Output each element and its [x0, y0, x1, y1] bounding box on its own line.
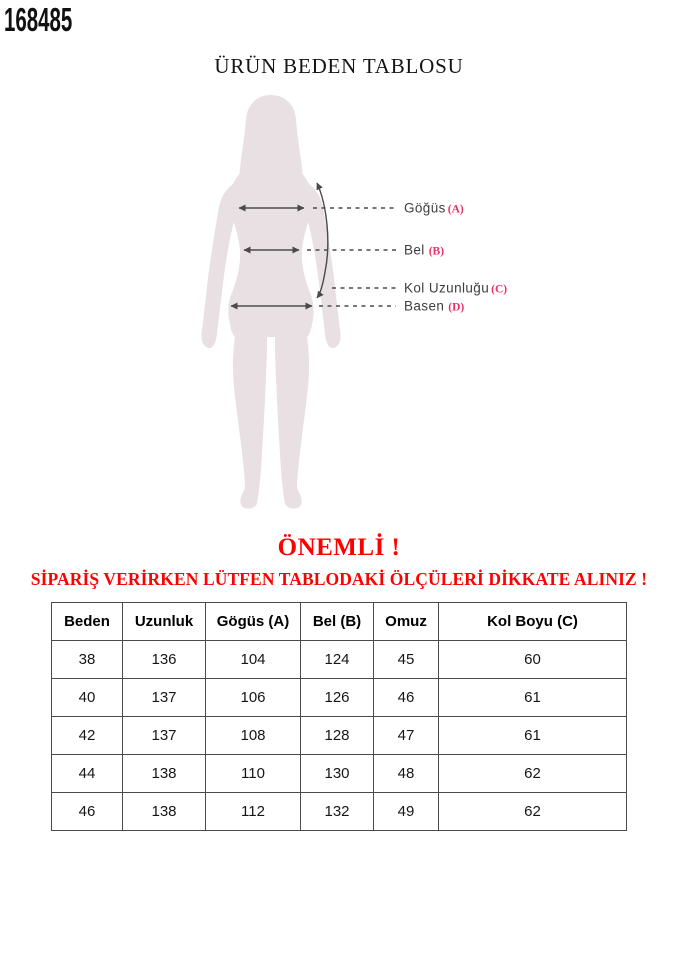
table-cell: 47	[374, 717, 439, 755]
col-header-bel: Bel (B)	[301, 603, 374, 641]
table-cell: 138	[123, 793, 206, 831]
hip-label-key: (D)	[448, 301, 465, 314]
table-cell: 112	[206, 793, 301, 831]
table-cell: 126	[301, 679, 374, 717]
chest-label-key: (A)	[447, 203, 464, 216]
table-cell: 45	[374, 641, 439, 679]
waist-label	[404, 243, 444, 258]
sleeve-label	[404, 281, 507, 296]
table-cell: 40	[52, 679, 123, 717]
table-cell: 137	[123, 679, 206, 717]
col-header-kol-boyu: Kol Boyu (C)	[439, 603, 627, 641]
table-cell: 128	[301, 717, 374, 755]
table-cell: 110	[206, 755, 301, 793]
table-row	[52, 679, 627, 717]
product-code: 168485	[4, 1, 73, 38]
table-cell: 62	[439, 755, 627, 793]
sleeve-label-key: (C)	[491, 283, 508, 296]
table-row	[52, 641, 627, 679]
notice-warning: SİPARİŞ VERİRKEN LÜTFEN TABLODAKİ ÖLÇÜLERİ DİKKATE ALINIZ !	[30, 569, 648, 589]
table-cell: 124	[301, 641, 374, 679]
size-table-header-row	[52, 603, 627, 641]
col-header-beden: Beden	[52, 603, 123, 641]
table-row	[52, 755, 627, 793]
table-cell: 108	[206, 717, 301, 755]
table-cell: 138	[123, 755, 206, 793]
hip-label	[404, 299, 464, 314]
table-cell: 132	[301, 793, 374, 831]
col-header-uzunluk: Uzunluk	[123, 603, 206, 641]
table-cell: 61	[439, 679, 627, 717]
col-header-omuz: Omuz	[374, 603, 439, 641]
table-cell: 61	[439, 717, 627, 755]
sleeve-label-text: Kol Uzunluğu	[404, 280, 490, 296]
table-cell: 130	[301, 755, 374, 793]
table-cell: 137	[123, 717, 206, 755]
waist-label-key: (B)	[428, 245, 445, 258]
page-title: ÜRÜN BEDEN TABLOSU	[214, 54, 464, 78]
table-cell: 106	[206, 679, 301, 717]
size-table	[51, 602, 627, 831]
table-cell: 49	[374, 793, 439, 831]
hip-label-text: Basen	[404, 298, 445, 314]
waist-label-text: Bel	[404, 242, 425, 258]
female-silhouette	[201, 95, 340, 509]
table-cell: 104	[206, 641, 301, 679]
table-cell: 62	[439, 793, 627, 831]
table-cell: 60	[439, 641, 627, 679]
table-cell: 46	[52, 793, 123, 831]
table-cell: 48	[374, 755, 439, 793]
table-cell: 38	[52, 641, 123, 679]
table-cell: 42	[52, 717, 123, 755]
body-silhouette-diagram	[180, 80, 520, 525]
chest-label	[404, 201, 464, 216]
chest-label-text: Göğüs	[404, 200, 446, 216]
table-cell: 46	[374, 679, 439, 717]
table-row	[52, 717, 627, 755]
table-row	[52, 793, 627, 831]
col-header-gogus: Gögüs (A)	[206, 603, 301, 641]
notice-heading: ÖNEMLİ !	[277, 534, 401, 561]
table-cell: 44	[52, 755, 123, 793]
table-cell: 136	[123, 641, 206, 679]
